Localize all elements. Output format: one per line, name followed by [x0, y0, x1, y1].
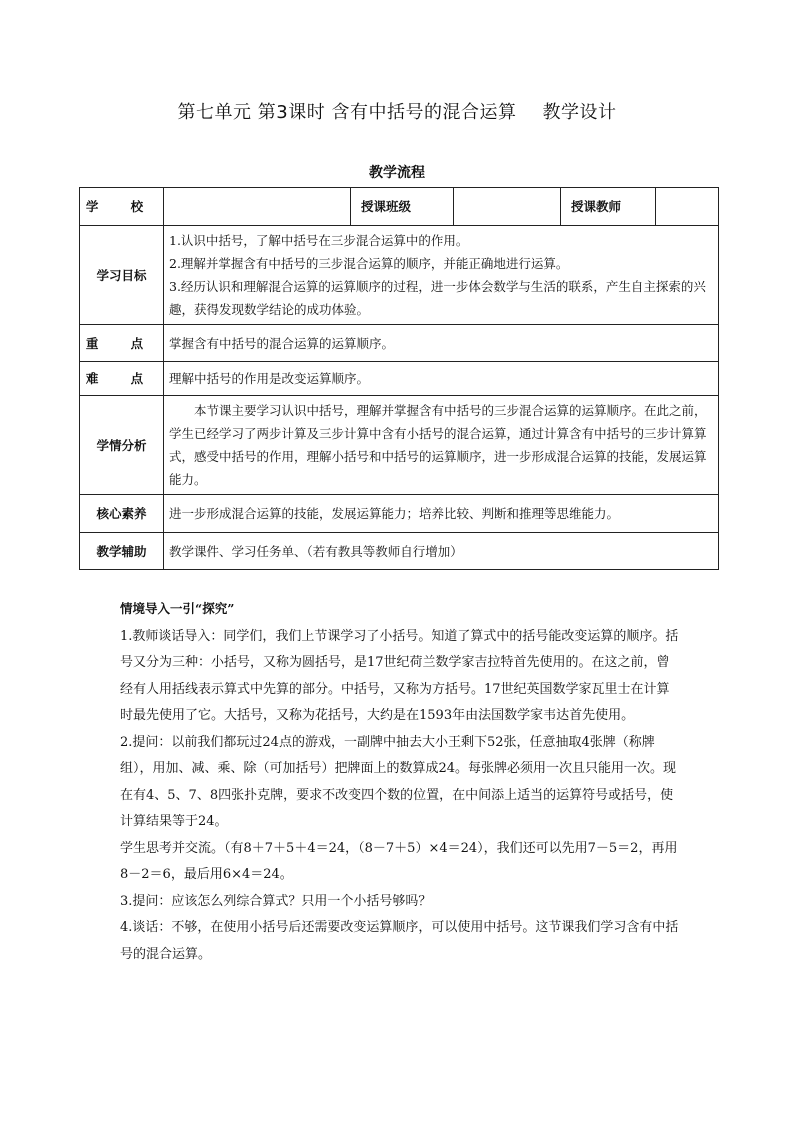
- table-row-key: [80, 325, 719, 362]
- table-row-difficulty: [80, 362, 719, 396]
- class-label: 授课班级: [351, 188, 454, 226]
- goals-label: 学习目标: [80, 226, 164, 325]
- key-label: 重 点: [80, 325, 164, 362]
- title-main: 第七单元 第3课时 含有中括号的混合运算: [177, 102, 517, 123]
- teacher-label: 授课教师: [561, 188, 656, 226]
- difficulty-value: 理解中括号的作用是改变运算顺序。: [164, 362, 719, 396]
- analysis-value: 本节课主要学习认识中括号，理解并掌握含有中括号的三步混合运算的运算顺序。在此之前，学生已经学习了两步计算及三步计算中含有小括号的混合运算，通过计算含有中括号的三步计算算式，感受中括号的作用，理解小括号和中括号的运算顺序，进一步形成混合运算的技能，发展运算能力。: [169, 403, 707, 487]
- school-value: [164, 188, 351, 226]
- intro-paragraph: 1.教师谈话导入：同学们，我们上节课学习了小括号。知道了算式中的括号能改变运算的顺序。括号又分为三种：小括号，又称为圆括号，是17世纪荷兰数学家吉拉特首先使用的。在这之前，曾经有人用括线表示算式中先算的部分。中括号，又称为方括号。17世纪英国数学家瓦里士在计算时最先使用了它。大括号，又称为花括号，大约是在1593年由法国数学家韦达首先使用。: [120, 628, 679, 723]
- table-row-analysis: [80, 396, 719, 495]
- title-suffix: 教学设计: [542, 102, 617, 123]
- class-value: [454, 188, 561, 226]
- flow-title: 教学流程: [369, 165, 425, 181]
- table-row-aids: [80, 533, 719, 570]
- table-row-literacy: [80, 495, 719, 533]
- aids-label: 教学辅助: [80, 533, 164, 570]
- table-row-goals: [80, 226, 719, 325]
- analysis-label: 学情分析: [80, 396, 164, 495]
- lesson-plan-table: [79, 187, 719, 570]
- intro-paragraph: 2.提问：以前我们都玩过24点的游戏，一副牌中抽去大小王剩下52张，任意抽取4张牌（称牌组），用加、减、乘、除（可加括号）把牌面上的数算成24。每张牌必须用一次且只能用一次。现在有4、5、7、8四张扑克牌，要求不改变四个数的位置，在中间添上适当的运算符号或括号，使计算结果等于24。: [120, 734, 677, 829]
- goals-content: [164, 226, 719, 325]
- table-row-school: [80, 188, 719, 226]
- intro-paragraph: 3.提问：应该怎么列综合算式？只用一个小括号够吗？: [120, 893, 432, 909]
- literacy-value: 进一步形成混合运算的技能，发展运算能力；培养比较、判断和推理等思维能力。: [164, 495, 719, 533]
- goal-item: 1.认识中括号，了解中括号在三步混合运算中的作用。: [169, 233, 469, 248]
- goal-item: 2.理解并掌握含有中括号的三步混合运算的顺序，并能正确地进行运算。: [169, 256, 569, 271]
- goal-item: 3.经历认识和理解混合运算的运算顺序的过程，进一步体会数学与生活的联系，产生自主探索的兴趣，获得发现数学结论的成功体验。: [169, 279, 706, 317]
- difficulty-label: 难 点: [80, 362, 164, 396]
- key-value: 掌握含有中括号的混合运算的运算顺序。: [164, 325, 719, 362]
- literacy-label: 核心素养: [80, 495, 164, 533]
- teacher-value: [656, 188, 719, 226]
- aids-value: 教学课件、学习任务单、（若有教具等教师自行增加）: [164, 533, 719, 570]
- intro-paragraph: 学生思考并交流。（有8＋7＋5＋4＝24，（8－7＋5）×4＝24），我们还可以先用7－5＝2，再用8－2＝6，最后用6×4＝24。: [120, 840, 678, 882]
- analysis-content: [164, 396, 719, 495]
- document-title: [0, 98, 794, 124]
- intro-heading: 情境导入一引“探究”: [120, 601, 235, 616]
- school-label: 学 校: [80, 188, 164, 226]
- intro-paragraph: 4.谈话：不够，在使用小括号后还需要改变运算顺序，可以使用中括号。这节课我们学习含有中括号的混合运算。: [120, 920, 679, 962]
- intro-section: [120, 596, 680, 968]
